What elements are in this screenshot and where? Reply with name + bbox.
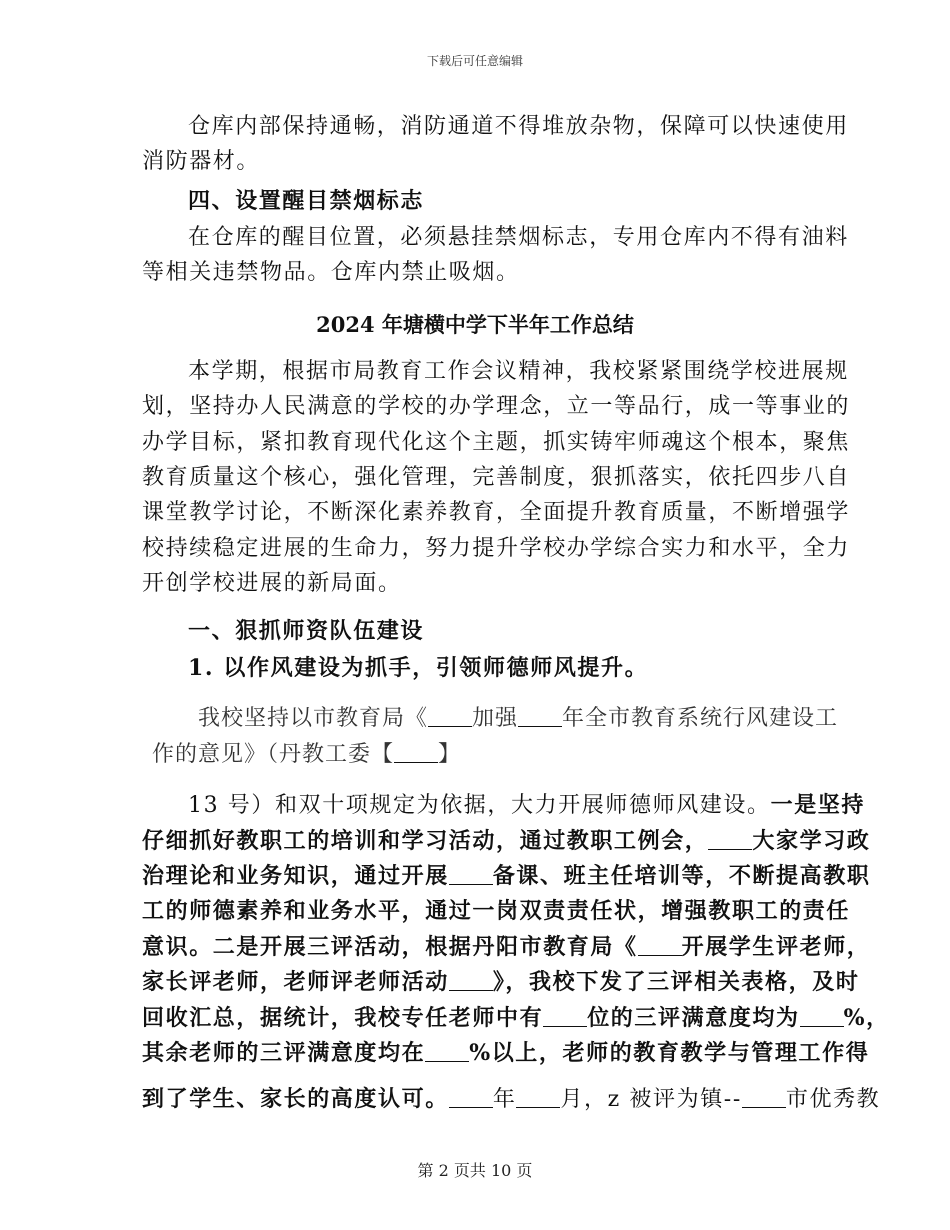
text-segment: 13 号）和双十项规定为依据，大力开展师德师风建设。 [188,793,771,818]
blank-field [425,1041,469,1062]
text-segment: 备课、班主任培训等，不断提高教职 [492,863,871,889]
page-footer: 第 2 页共 10 页 [417,1161,533,1180]
paragraph-line [188,790,868,821]
text-segment: 其余老师的三评满意度均在 [142,1040,426,1066]
blank-field [449,1087,493,1108]
blank-field [638,935,682,956]
text-segment: 意识。二是开展三评活动，根据丹阳市教育局《 [142,934,638,960]
text-segment: 作的意见》（丹教工委【 [152,742,395,767]
blank-field [516,1087,560,1108]
paragraph-line: 消防器材。 [142,149,261,174]
text-segment: %以上，老师的教育教学与管理工作得 [469,1040,870,1066]
paragraph-line: 等相关违禁物品。仓库内禁止吸烟。 [142,260,520,285]
paragraph-line [142,1038,870,1068]
paragraph-line: 本学期，根据市局教育工作会议精神，我校紧紧围绕学校进展规 [188,359,849,384]
text-segment: 治理论和业务知识，通过开展 [142,863,449,889]
paragraph-line: 划，坚持办人民满意的学校的办学理念，立一等品行，成一等事业的 [142,394,851,419]
text-segment: 开展学生评老师， [681,934,871,960]
document-title: 2024 年塘横中学下半年工作总结 [316,312,634,337]
blank-field [543,1006,587,1027]
paragraph-line: 校持续稳定进展的生命力，努力提升学校办学综合实力和水平，全力 [142,536,851,561]
text-segment: 大家学习政 [752,828,871,854]
quoted-line [198,704,878,734]
text-segment: 到了学生、家长的高度认可。 [142,1086,449,1112]
paragraph-line [142,1003,890,1033]
paragraph-line: 课堂教学讨论，不断深化素养教育，全面提升教育质量，不断增强学 [142,500,851,525]
section-heading: 一、狠抓师资队伍建设 [188,618,425,644]
page-header: 下载后可任意编辑 [426,54,523,68]
paragraph-line: 仓库内部保持通畅，消防通道不得堆放杂物，保障可以快速使用 [188,114,849,139]
text-segment: 年 [492,1087,517,1112]
paragraph-line: 工的师德素养和业务水平，通过一岗双责责任状，增强教职工的责任 [142,898,851,924]
section-heading: 四、设置醒目禁烟标志 [188,188,425,214]
blank-field [708,829,752,850]
blank-field [449,970,493,991]
paragraph-line [142,861,871,891]
text-segment: 我校坚持以市教育局《 [198,706,429,731]
paragraph-line [142,826,871,856]
text-segment: 加强 [472,706,519,731]
subsection-heading: 1. 以作风建设为抓手，引领师德师风提升。 [188,655,649,681]
paragraph-line: 开创学校进展的新局面。 [142,571,402,596]
paragraph-line: 在仓库的醒目位置，必须悬挂禁烟标志，专用仓库内不得有油料 [188,225,849,250]
text-segment: 仔细抓好教职工的培训和学习活动，通过教职工例会， [142,828,709,854]
text-segment: 年全市教育系统行风建设工 [562,706,839,731]
paragraph-line: 办学目标，紧扣教育现代化这个主题，抓实铸牢师魂这个根本，聚焦 [142,430,851,455]
text-segment: 市优秀教 [785,1087,881,1112]
blank-field [800,1006,844,1027]
blank-field [428,706,472,727]
paragraph-line [142,932,871,962]
text-segment: 】 [438,742,462,767]
paragraph-line [142,1084,881,1115]
text-segment: 月，z 被评为镇-- [560,1087,742,1112]
quoted-line [152,740,832,770]
text-segment: 家长评老师，老师评老师活动 [142,969,449,995]
paragraph-line: 教育质量这个核心，强化管理，完善制度，狠抓落实，依托四步八自 [142,465,851,490]
blank-field [518,706,562,727]
text-segment: 位的三评满意度均为 [587,1005,800,1031]
text-segment: 》，我校下发了三评相关表格，及时 [492,969,860,995]
paragraph-line [142,967,860,997]
blank-field [742,1087,786,1108]
text-segment: 回收汇总，据统计，我校专任老师中有 [142,1005,544,1031]
text-segment: %， [843,1005,890,1031]
blank-field [394,742,438,763]
blank-field [449,864,493,885]
text-segment: 一是坚持 [770,792,865,818]
